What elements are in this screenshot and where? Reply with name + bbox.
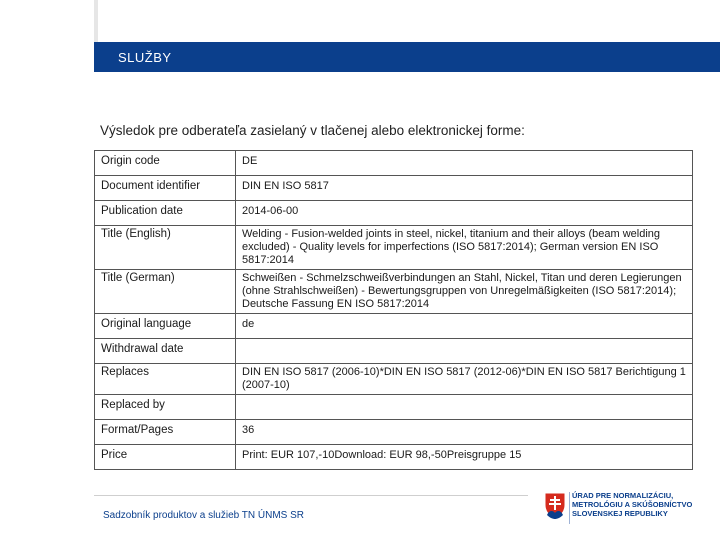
logo-divider	[569, 492, 570, 524]
logo-line: METROLÓGIU A SKÚŠOBNÍCTVO	[572, 500, 693, 509]
footer-divider	[94, 495, 528, 496]
table-row	[95, 339, 693, 364]
row-label: Format/Pages	[95, 420, 236, 445]
row-label: Original language	[95, 314, 236, 339]
table-row	[95, 314, 693, 339]
section-title: SLUŽBY	[118, 50, 172, 65]
row-value: Welding - Fusion-welded joints in steel, nickel, titanium and their alloys (beam welding excluded) - Quality levels for imperfections (ISO 5817:2014); German version EN ISO 5817:2014	[236, 226, 693, 270]
row-label: Document identifier	[95, 176, 236, 201]
row-value: DIN EN ISO 5817	[236, 176, 693, 201]
table-row	[95, 364, 693, 395]
row-value: DE	[236, 151, 693, 176]
intro-text: Výsledok pre odberateľa zasielaný v tlačenej alebo elektronickej forme:	[100, 123, 525, 138]
section-header	[94, 42, 720, 72]
top-divider	[94, 0, 98, 42]
row-value	[236, 339, 693, 364]
row-value: 36	[236, 420, 693, 445]
logo-line: SLOVENSKEJ REPUBLIKY	[572, 509, 668, 518]
slovak-coat-of-arms-icon	[544, 492, 566, 520]
row-label: Title (English)	[95, 226, 236, 270]
row-value: Print: EUR 107,-10Download: EUR 98,-50Preisgruppe 15	[236, 445, 693, 470]
row-label: Price	[95, 445, 236, 470]
table-row	[95, 151, 693, 176]
row-label: Replaced by	[95, 395, 236, 420]
unms-logo	[540, 488, 715, 532]
row-label: Publication date	[95, 201, 236, 226]
document-info-table	[94, 150, 693, 470]
row-value	[236, 395, 693, 420]
table-row	[95, 270, 693, 314]
row-value: 2014-06-00	[236, 201, 693, 226]
row-value: Schweißen - Schmelzschweißverbindungen an Stahl, Nickel, Titan und deren Legierungen (ohne Strahlschweißen) - Bewertungsgruppen von Unregelmäßigkeiten (ISO 5817:2014); Deutsche Fassung EN ISO 5817:2014	[236, 270, 693, 314]
logo-wordmark	[572, 491, 692, 518]
row-label: Title (German)	[95, 270, 236, 314]
logo-line: ÚRAD PRE NORMALIZÁCIU,	[572, 491, 674, 500]
footer-text: Sadzobník produktov a služieb TN ÚNMS SR	[103, 510, 305, 521]
row-label: Replaces	[95, 364, 236, 395]
row-label: Withdrawal date	[95, 339, 236, 364]
table-row	[95, 201, 693, 226]
table-row	[95, 226, 693, 270]
row-label: Origin code	[95, 151, 236, 176]
table-row	[95, 420, 693, 445]
row-value: de	[236, 314, 693, 339]
table-row	[95, 395, 693, 420]
row-value: DIN EN ISO 5817 (2006-10)*DIN EN ISO 5817 (2012-06)*DIN EN ISO 5817 Berichtigung 1 (2007-10)	[236, 364, 693, 395]
table-row	[95, 176, 693, 201]
table-row	[95, 445, 693, 470]
